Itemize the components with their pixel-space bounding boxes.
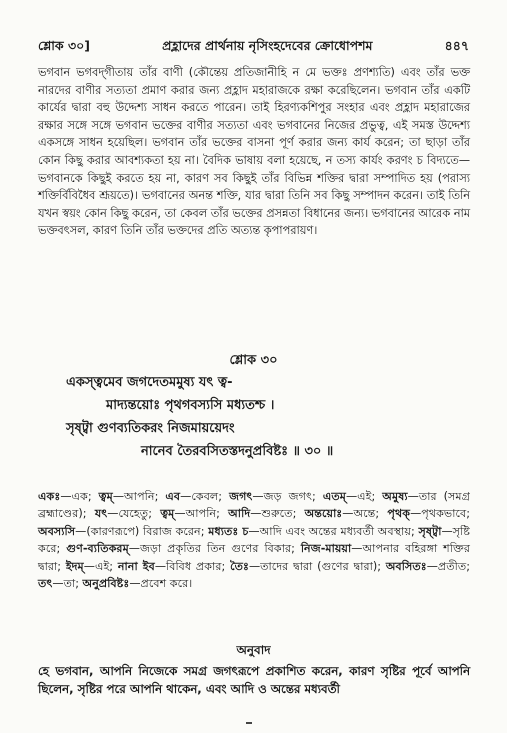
synonym-term: তৈঃ	[230, 559, 249, 573]
synonym-term: এব	[165, 490, 181, 503]
synonym-meaning: সৃষ্টি করে	[38, 524, 470, 556]
running-header	[38, 38, 469, 58]
verse-reference: শ্লোক ৩০]	[38, 38, 90, 53]
chapter-title: প্রহ্লাদের প্রার্থনায় নৃসিংহদেবের ক্রোধোপশম	[162, 38, 373, 53]
verse-line: নানেব তৈরবসিতস্তদনুপ্রবিষ্টঃ ॥ ৩০ ॥	[141, 444, 334, 459]
synonym-term: ত্বম্	[160, 507, 175, 521]
synonym-term: ত্বম্	[98, 490, 113, 503]
synonym-term: অবস্যসি	[38, 524, 76, 538]
synonym-term: গুণ-ব্যতিকরম্	[66, 542, 129, 556]
synonym-meaning: প্রবেশ করে।	[140, 577, 193, 591]
synonym-meaning: জড়া প্রকৃতির তিন গুণের বিকার	[139, 542, 292, 556]
verse-line: সৃষ্ট্বা গুণব্যতিকরং নিজমায়য়েদং	[66, 421, 235, 436]
page-number: ৪৪৭	[444, 38, 469, 53]
synonym-meaning: প্রতীত	[437, 559, 467, 573]
synonym-term: আদি	[228, 507, 251, 521]
synonym-meaning: আপনি	[185, 507, 217, 521]
verse-line: একস্ত্বমেব জগদেতমমুষ্য যৎ ত্ব-	[66, 375, 233, 390]
synonym-term: ইদম্	[65, 559, 84, 573]
synonym-meaning: বিবিধ প্রকার	[166, 559, 222, 573]
translation-paragraph: হে ভগবান, আপনি নিজেকে সমগ্র জগৎরূপে প্রকাশিত করেন, কারণ সৃষ্টির পূর্বে আপনি ছিলেন, সৃষ্টির পরে আপনি থাকেন, এবং আদি ও অন্তের মধ্যবর্তী	[38, 664, 470, 696]
synonym-meaning: শুরুতে	[261, 507, 293, 521]
synonym-meaning: এই	[94, 559, 110, 573]
synonym-term: নানা ইব	[117, 559, 155, 573]
verse-line: মাদ্যন্তয়োঃ পৃথগবস্যসি মধ্যতশ্চ ।	[106, 398, 275, 413]
sanskrit-verse	[66, 371, 466, 463]
synonym-meaning: (কারণরূপে) বিরাজ করেন	[86, 524, 201, 538]
synonym-term: এতম্	[322, 490, 346, 503]
synonym-meaning: এক	[71, 490, 88, 503]
synonym-meaning: কেবল	[191, 490, 219, 503]
synonym-term: মধ্যতঃ চ	[208, 524, 249, 538]
synonym-meaning: জড় জগৎ	[263, 490, 312, 503]
synonym-term: অমুষ্য	[382, 490, 408, 503]
synonym-meaning: তাদের দ্বারা (গুণের দ্বারা)	[260, 559, 378, 573]
synonym-meaning: আপনি	[124, 490, 155, 503]
synonym-meaning: এই	[357, 490, 372, 503]
verse-heading: শ্লোক ৩০	[229, 353, 278, 368]
synonym-term: সৃষ্ট্বা	[418, 524, 442, 538]
synonym-term: যৎ	[94, 507, 108, 521]
synonym-meaning: আদি এবং অন্তের মধ্যবর্তী অবস্থায়	[259, 524, 411, 538]
synonym-term: অনুপ্রবিষ্টঃ	[82, 577, 130, 591]
synonym-meaning: তার (সমগ্র ব্রহ্মাণ্ডের)	[38, 490, 471, 521]
synonym-term: অন্তয়োঃ	[304, 507, 343, 521]
synonym-meaning: অন্তে	[353, 507, 376, 521]
synonym-term: অবসিতঃ	[385, 559, 427, 573]
synonym-meaning: তা	[63, 577, 76, 591]
synonym-meaning: পৃথকভাবে	[421, 507, 467, 521]
synonym-term: পৃথক্	[387, 507, 411, 521]
page-mark	[246, 722, 252, 724]
purport-paragraph: ভগবান ভগবদ্‌গীতায় তাঁর বাণী (কৌন্তেয় প্রতিজানীহি ন মে ভক্তঃ প্রণশ্যতি) এবং তাঁর ভক্ত নারদের বাণীর সত্যতা প্রমাণ করার জন্য প্রহ্লাদ মহারাজকে রক্ষা করেছিলেন। ভগবান তাঁর একটি কার্যের দ্বারা বহু উদ্দেশ্য সাধন করতে পারেন। তাই হিরণ্যকশিপুর সংহার এবং প্রহ্লাদ মহারাজের রক্ষার সঙ্গে সঙ্গে ভগবান ভক্তের বাণীর সত্যতা এবং ভগবানের নিজের প্রভুত্ব, এই সমস্ত উদ্দেশ্য একসঙ্গে সাধন হয়েছিল। ভগবান তাঁর ভক্তের বাসনা পূর্ণ করার জন্য কার্য করেন; তা ছাড়া তাঁর কোন কিছু করার আবশ্যকতা হয় না। বৈদিক ভাষায় বলা হয়েছে, ন তস্য কার্যং করণং চ বিদ্যতে—ভগবানকে কিছুই করতে হয় না, কারণ সব কিছুই তাঁর বিভিন্ন শক্তির দ্বারা সম্পাদিত হয় (পরাস্য শক্তির্বিবিধৈব শ্রূয়তে)। ভগবানের অনন্ত শক্তি, যার দ্বারা তিনি সব কিছু সম্পাদন করেন। তাই তিনি যখন স্বয়ং কোন কিছু করেন, তা কেবল তাঁর ভক্তের প্রসন্নতা বিধানের জন্য। ভগবানের আরেক নাম ভক্তবৎসল, কারণ তিনি তাঁর ভক্তদের প্রতি অত্যন্ত কৃপাপরায়ণ।	[38, 66, 470, 238]
synonym-meaning: আপনার বহিরঙ্গা শক্তির দ্বারা	[38, 542, 471, 573]
synonym-term: জগৎ	[229, 490, 253, 503]
translation-heading: অনুবাদ	[236, 643, 271, 657]
synonym-term: নিজ-মায়য়া	[300, 542, 352, 556]
synonym-term: একঃ	[38, 490, 61, 503]
synonym-term: তৎ	[38, 577, 53, 591]
synonym-meaning: যেহেতু	[118, 507, 149, 521]
word-for-word-synonyms: একঃ—এক; ত্বম্—আপনি; এব—কেবল; জগৎ—জড় জগৎ; এতম্—এই; অমুষ্য—তার (সমগ্র ব্রহ্মাণ্ডের); যৎ—যেহেতু; ত্বম্—আপনি; আদি—শুরুতে; অন্তয়োঃ—অন্তে; পৃথক্—পৃথকভাবে; অবস্যসি—(কারণরূপে) বিরাজ করেন; মধ্যতঃ চ—আদি এবং অন্তের মধ্যবর্তী অবস্থায়; সৃষ্ট্বা—সৃষ্টি করে; গুণ-ব্যতিকরম্—জড়া প্রকৃতির তিন গুণের বিকার; নিজ-মায়য়া—আপনার বহিরঙ্গা শক্তির দ্বারা; ইদম্—এই; নানা ইব—বিবিধ প্রকার; তৈঃ—তাদের দ্বারা (গুণের দ্বারা); অবসিতঃ—প্রতীত; তৎ—তা; অনুপ্রবিষ্টঃ—প্রবেশ করে।	[38, 490, 471, 591]
